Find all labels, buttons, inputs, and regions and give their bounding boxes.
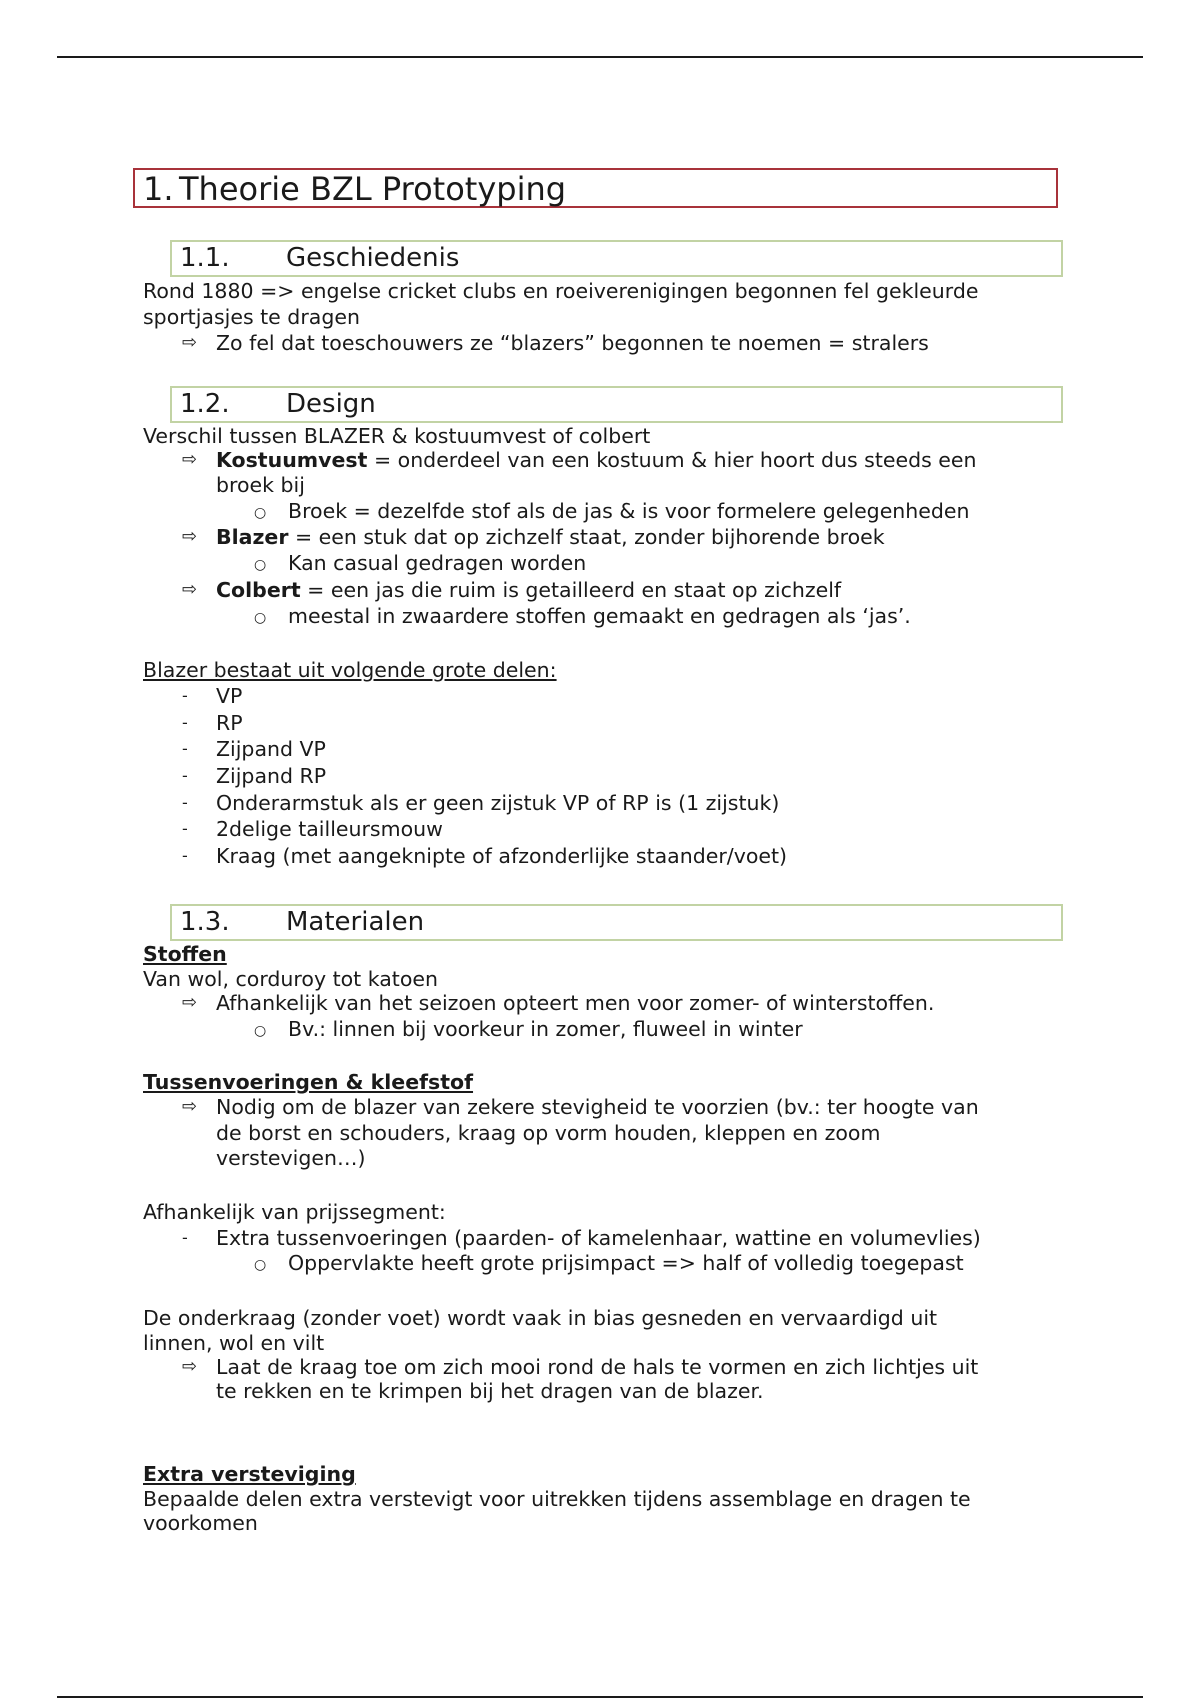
term: Colbert	[216, 578, 301, 602]
sub-list-item	[254, 603, 911, 629]
parts-heading: Blazer bestaat uit volgende grote delen:	[143, 658, 557, 682]
heading-1	[133, 168, 1058, 208]
list-item-text: RP	[216, 711, 243, 735]
heading-1-number: 1.	[143, 170, 174, 208]
circle-bullet-icon: ○	[254, 1023, 267, 1039]
list-item-text: Onderarmstuk als er geen zijstuk VP of RP is (1 zijstuk)	[216, 791, 780, 815]
list-item-continuation: te rekken en te krimpen bij het dragen van de blazer.	[216, 1379, 764, 1403]
list-item-text: Zijpand VP	[216, 737, 326, 761]
list-item	[182, 1225, 981, 1251]
dash-bullet-icon: -	[182, 739, 188, 758]
section-number: 1.2.	[180, 389, 230, 419]
section-title: Materialen	[286, 907, 425, 937]
list-item-text: Kraag (met aangeknipte of afzonderlijke staander/voet)	[216, 844, 788, 868]
dash-bullet-icon: -	[182, 846, 188, 865]
list-item-text: Bv.: linnen bij voorkeur in zomer, fluweel in winter	[288, 1017, 803, 1041]
list-item-text: Zijpand RP	[216, 764, 327, 788]
list-item-text: Afhankelijk van het seizoen opteert men voor zomer- of winterstoffen.	[216, 991, 935, 1015]
dash-bullet-icon: -	[182, 793, 188, 812]
list-item	[182, 816, 443, 842]
list-item-continuation: verstevigen…)	[216, 1146, 366, 1170]
list-item	[182, 447, 977, 473]
subheading-stoffen: Stoffen	[143, 942, 227, 966]
section-title: Design	[286, 389, 376, 419]
dash-bullet-icon: -	[182, 766, 188, 785]
sub-list-item	[254, 550, 587, 576]
list-item	[182, 763, 327, 789]
arrow-bullet-icon: ⇨	[182, 579, 198, 600]
list-item-text: = een jas die ruim is getailleerd en staat op zichzelf	[300, 578, 842, 602]
list-item-text: VP	[216, 684, 243, 708]
list-item	[182, 736, 326, 762]
arrow-bullet-icon: ⇨	[182, 1356, 198, 1377]
list-item-text: Laat de kraag toe om zich mooi rond de hals te vormen en zich lichtjes uit	[216, 1355, 979, 1379]
circle-bullet-icon: ○	[254, 610, 267, 626]
list-item	[182, 683, 243, 709]
section-number: 1.3.	[180, 907, 230, 937]
paragraph: De onderkraag (zonder voet) wordt vaak in bias gesneden en vervaardigd uit	[143, 1306, 938, 1330]
paragraph: Bepaalde delen extra verstevigt voor uitrekken tijdens assemblage en dragen te	[143, 1487, 971, 1511]
heading-section-1-3	[170, 904, 1063, 941]
dash-bullet-icon: -	[182, 1228, 188, 1247]
section-number: 1.1.	[180, 243, 230, 273]
list-item-text: Extra tussenvoeringen (paarden- of kamelenhaar, wattine en volumevlies)	[216, 1226, 981, 1250]
paragraph: linnen, wol en vilt	[143, 1331, 325, 1355]
list-item	[182, 990, 935, 1016]
arrow-bullet-icon: ⇨	[182, 992, 198, 1013]
arrow-bullet-icon: ⇨	[182, 332, 198, 353]
list-item	[182, 1354, 979, 1380]
dash-bullet-icon: -	[182, 819, 188, 838]
arrow-bullet-icon: ⇨	[182, 526, 198, 547]
paragraph: Van wol, corduroy tot katoen	[143, 967, 438, 991]
circle-bullet-icon: ○	[254, 1257, 267, 1273]
list-item	[182, 524, 885, 550]
list-item-text: Zo fel dat toeschouwers ze “blazers” begonnen te noemen = stralers	[216, 331, 929, 355]
footer-rule	[57, 1696, 1143, 1698]
list-item	[182, 1094, 979, 1120]
section-title: Geschiedenis	[286, 243, 460, 273]
header-rule	[57, 56, 1143, 58]
arrow-bullet-icon: ⇨	[182, 1096, 198, 1117]
heading-section-1-2	[170, 386, 1063, 423]
heading-1-title: Theorie BZL Prototyping	[179, 170, 567, 208]
circle-bullet-icon: ○	[254, 557, 267, 573]
list-item-text: Broek = dezelfde stof als de jas & is voor formelere gelegenheden	[288, 499, 970, 523]
dash-bullet-icon: -	[182, 686, 188, 705]
paragraph: Verschil tussen BLAZER & kostuumvest of colbert	[143, 424, 651, 448]
list-item-text: Kan casual gedragen worden	[288, 551, 587, 575]
list-item-text: = een stuk dat op zichzelf staat, zonder bijhorende broek	[288, 525, 885, 549]
list-item-text: Nodig om de blazer van zekere stevigheid te voorzien (bv.: ter hoogte van	[216, 1095, 979, 1119]
paragraph: Rond 1880 => engelse cricket clubs en roeiverenigingen begonnen fel gekleurde	[143, 279, 979, 303]
list-item-continuation: broek bij	[216, 473, 305, 497]
sub-list-item	[254, 1250, 964, 1276]
paragraph: sportjasjes te dragen	[143, 305, 360, 329]
list-item-continuation: de borst en schouders, kraag op vorm houden, kleppen en zoom	[216, 1121, 881, 1145]
paragraph: Afhankelijk van prijssegment:	[143, 1200, 446, 1224]
circle-bullet-icon: ○	[254, 505, 267, 521]
arrow-bullet-icon: ⇨	[182, 449, 198, 470]
term: Kostuumvest	[216, 448, 368, 472]
list-item	[182, 330, 929, 356]
list-item-text: Oppervlakte heeft grote prijsimpact => half of volledig toegepast	[288, 1251, 964, 1275]
subheading-tussenvoeringen: Tussenvoeringen & kleefstof	[143, 1070, 474, 1094]
list-item	[182, 710, 243, 736]
subheading-extra-versteviging: Extra versteviging	[143, 1462, 356, 1486]
sub-list-item	[254, 498, 970, 524]
list-item-text: 2delige tailleursmouw	[216, 817, 443, 841]
list-item	[182, 577, 842, 603]
term: Blazer	[216, 525, 289, 549]
list-item	[182, 790, 780, 816]
list-item	[182, 843, 788, 869]
paragraph: voorkomen	[143, 1511, 258, 1535]
dash-bullet-icon: -	[182, 713, 188, 732]
sub-list-item	[254, 1016, 803, 1042]
heading-section-1-1	[170, 240, 1063, 277]
list-item-text: meestal in zwaardere stoffen gemaakt en gedragen als ‘jas’.	[288, 604, 911, 628]
list-item-text: = onderdeel van een kostuum & hier hoort dus steeds een	[367, 448, 977, 472]
